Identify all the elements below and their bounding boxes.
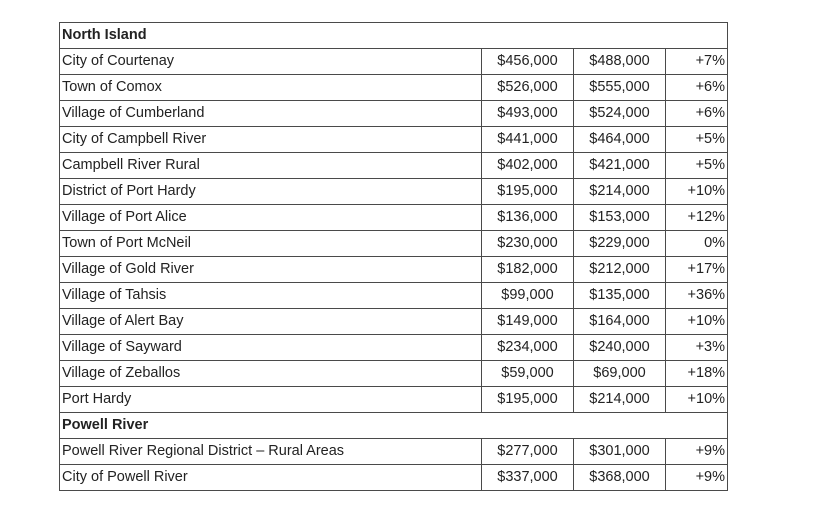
assessed-value-after: $240,000 [574, 335, 666, 361]
assessed-value-after: $555,000 [574, 75, 666, 101]
municipality-name: Town of Port McNeil [60, 231, 482, 257]
table-row [60, 361, 728, 387]
assessed-value-before: $337,000 [482, 465, 574, 491]
table-row [60, 205, 728, 231]
municipality-name: City of Campbell River [60, 127, 482, 153]
assessed-value-after: $524,000 [574, 101, 666, 127]
assessed-value-after: $488,000 [574, 49, 666, 75]
table-row [60, 127, 728, 153]
assessed-value-after: $212,000 [574, 257, 666, 283]
assessed-value-after: $164,000 [574, 309, 666, 335]
percent-change: +7% [666, 49, 728, 75]
assessed-value-after: $368,000 [574, 465, 666, 491]
municipality-name: Campbell River Rural [60, 153, 482, 179]
table-row [60, 283, 728, 309]
assessed-value-before: $230,000 [482, 231, 574, 257]
percent-change: +3% [666, 335, 728, 361]
assessed-value-after: $214,000 [574, 387, 666, 413]
section-title: North Island [60, 23, 728, 49]
assessed-value-before: $402,000 [482, 153, 574, 179]
table-row [60, 49, 728, 75]
assessed-value-after: $229,000 [574, 231, 666, 257]
table-row [60, 153, 728, 179]
table-row [60, 75, 728, 101]
section-title: Powell River [60, 413, 728, 439]
municipality-name: Town of Comox [60, 75, 482, 101]
percent-change: 0% [666, 231, 728, 257]
percent-change: +6% [666, 75, 728, 101]
assessed-value-before: $59,000 [482, 361, 574, 387]
assessed-value-after: $464,000 [574, 127, 666, 153]
table-row [60, 179, 728, 205]
section-header-row [60, 413, 728, 439]
assessed-value-before: $136,000 [482, 205, 574, 231]
percent-change: +10% [666, 387, 728, 413]
assessment-table [59, 22, 728, 491]
assessed-value-before: $277,000 [482, 439, 574, 465]
municipality-name: Village of Gold River [60, 257, 482, 283]
assessed-value-before: $182,000 [482, 257, 574, 283]
municipality-name: Village of Alert Bay [60, 309, 482, 335]
assessed-value-after: $69,000 [574, 361, 666, 387]
percent-change: +9% [666, 439, 728, 465]
municipality-name: Village of Sayward [60, 335, 482, 361]
percent-change: +10% [666, 179, 728, 205]
assessed-value-after: $153,000 [574, 205, 666, 231]
table-row [60, 387, 728, 413]
assessed-value-after: $421,000 [574, 153, 666, 179]
municipality-name: District of Port Hardy [60, 179, 482, 205]
percent-change: +17% [666, 257, 728, 283]
percent-change: +5% [666, 127, 728, 153]
table-row [60, 101, 728, 127]
percent-change: +36% [666, 283, 728, 309]
assessed-value-after: $135,000 [574, 283, 666, 309]
assessed-value-before: $493,000 [482, 101, 574, 127]
section-header-row [60, 23, 728, 49]
municipality-name: City of Powell River [60, 465, 482, 491]
percent-change: +5% [666, 153, 728, 179]
assessed-value-before: $234,000 [482, 335, 574, 361]
municipality-name: Village of Zeballos [60, 361, 482, 387]
municipality-name: Port Hardy [60, 387, 482, 413]
municipality-name: Village of Port Alice [60, 205, 482, 231]
table-body [60, 23, 728, 491]
table-row [60, 439, 728, 465]
municipality-name: Village of Tahsis [60, 283, 482, 309]
table-row [60, 231, 728, 257]
table-row [60, 309, 728, 335]
assessed-value-before: $195,000 [482, 179, 574, 205]
table-row [60, 335, 728, 361]
percent-change: +6% [666, 101, 728, 127]
assessed-value-before: $99,000 [482, 283, 574, 309]
assessed-value-after: $301,000 [574, 439, 666, 465]
assessed-value-before: $456,000 [482, 49, 574, 75]
assessed-value-after: $214,000 [574, 179, 666, 205]
percent-change: +12% [666, 205, 728, 231]
assessed-value-before: $441,000 [482, 127, 574, 153]
municipality-name: Village of Cumberland [60, 101, 482, 127]
percent-change: +10% [666, 309, 728, 335]
percent-change: +18% [666, 361, 728, 387]
table-row [60, 465, 728, 491]
assessed-value-before: $149,000 [482, 309, 574, 335]
assessed-value-before: $526,000 [482, 75, 574, 101]
table-row [60, 257, 728, 283]
municipality-name: City of Courtenay [60, 49, 482, 75]
percent-change: +9% [666, 465, 728, 491]
municipality-name: Powell River Regional District – Rural Areas [60, 439, 482, 465]
assessed-value-before: $195,000 [482, 387, 574, 413]
